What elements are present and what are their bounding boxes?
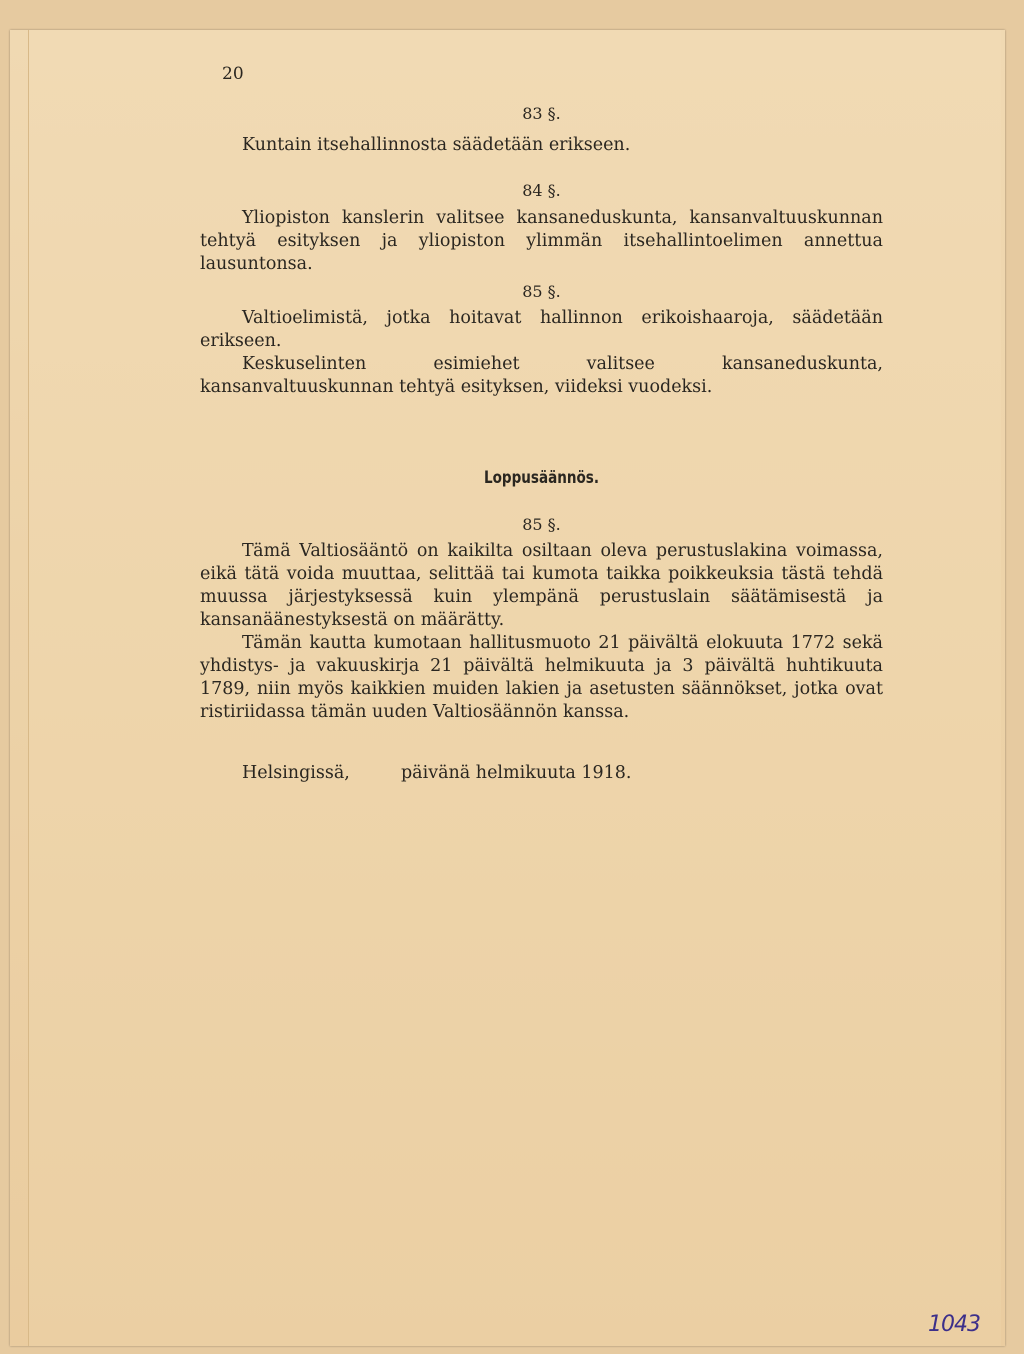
- closing-place: Helsingissä,: [242, 763, 350, 783]
- paragraph: Yliopiston kanslerin valitsee kansaneduskunta, kansanvaltuuskunnan tehtyä esityksen ja yliopiston ylimmän itsehallintoelimen annettua lausuntonsa.: [200, 208, 883, 274]
- page-number: 20: [222, 64, 244, 84]
- section-84-body: [200, 207, 883, 276]
- section-85a-body: [200, 307, 883, 399]
- section-heading-85b: 85 §.: [522, 515, 561, 534]
- closing-line: [242, 763, 632, 783]
- section-heading-83: 83 §.: [522, 104, 561, 123]
- paragraph: Kuntain itsehallinnosta säädetään erikseen.: [242, 135, 631, 155]
- section-heading-85a: 85 §.: [522, 282, 561, 301]
- closing-date: päivänä helmikuuta 1918.: [400, 763, 632, 783]
- section-85b-body: [200, 540, 883, 724]
- section-heading-84: 84 §.: [522, 181, 561, 200]
- handwritten-page-mark: 1043: [928, 1312, 980, 1337]
- final-provisions-heading: Loppusäännös.: [483, 468, 599, 487]
- paragraph: Tämä Valtiosääntö on kaikilta osiltaan oleva perustuslakina voimassa, eikä tätä voida muuttaa, selittää tai kumota taikka poikkeuksia tästä tehdä muussa järjestyksessä kuin ylempänä perustuslain säätämisestä ja kansanäänestyksestä on määrätty.: [200, 541, 883, 630]
- paragraph: Valtioelimistä, jotka hoitavat hallinnon erikoishaaroja, säädetään erikseen.: [200, 308, 883, 351]
- paragraph: Keskuselinten esimiehet valitsee kansaneduskunta, kansanvaltuuskunnan tehtyä esityksen, viideksi vuodeksi.: [200, 354, 883, 397]
- section-83-body: [200, 134, 883, 157]
- paragraph: Tämän kautta kumotaan hallitusmuoto 21 päivältä elokuuta 1772 sekä yhdistys- ja vakuuskirja 21 päivältä helmikuuta ja 3 päivältä huhtikuuta 1789, niin myös kaikkien muiden lakien ja asetusten säännökset, jotka ovat ristiriidassa tämän uuden Valtiosäännön kanssa.: [200, 633, 883, 722]
